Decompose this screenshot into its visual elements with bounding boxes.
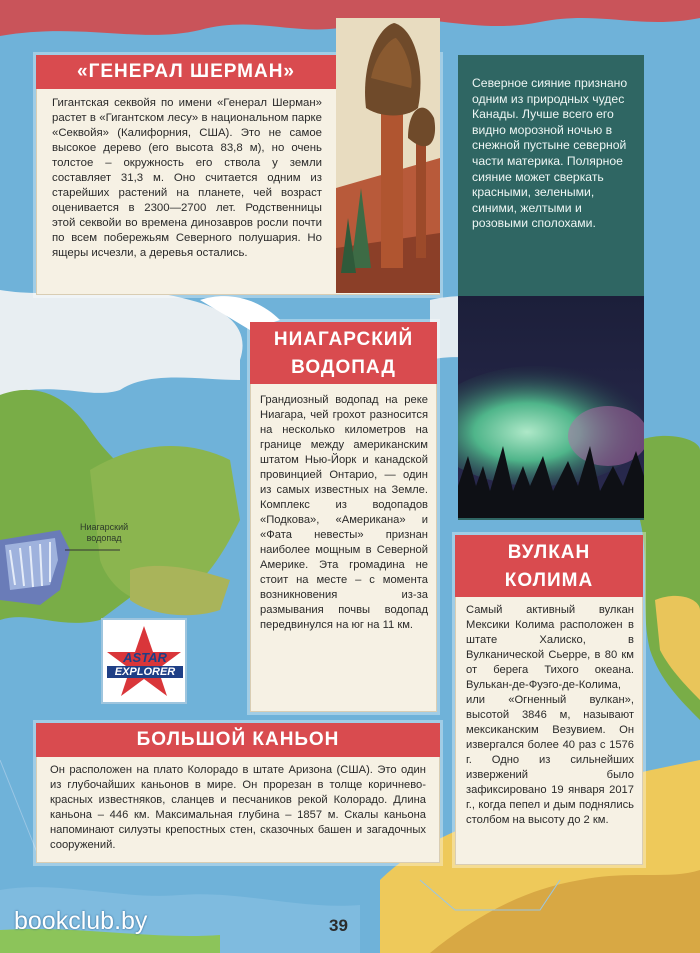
- canyon-text: Он расположен на плато Колорадо в штате Аризона (США). Это один из глубочайших каньонов в мире. Он прорезан в толще коричнево-красных известняков, сланцев и песчаников рекой Колорадо. Длина каньона – 446 км. Максимальная глубина – 1857 м. Скалы каньона напоминают силуэты крепостных стен, сказочных башен и загадочных сооружений.: [50, 764, 426, 851]
- colima-title-line2: КОЛИМА: [504, 570, 594, 591]
- colima-title: [455, 535, 643, 597]
- logo-line2: EXPLORER: [107, 666, 183, 678]
- aurora-illustration: [458, 296, 644, 518]
- footer-brand: bookclub.by: [14, 907, 148, 935]
- niagara-map-label: [80, 522, 128, 544]
- aurora-text: Северное сияние признано одним из природных чудес Канады. Лучше всего его видно морозной ночью в снежной пустыне северной части материка. Полярное сияние может сверкать красными, зелеными, синими, желтыми и розовыми сполохами.: [472, 76, 628, 231]
- niagara-map-label-line1: Ниагарский: [80, 522, 129, 532]
- colima-title-line1: ВУЛКАН: [507, 542, 591, 563]
- niagara-text: Грандиозный водопад на реке Ниагара, чей грохот разносится на несколько километров на границе между американским штатом Нью-Йорк и канадской провинцией Онтарио, — один из самых известных на Земле. Комплекс из водопадов «Подкова», «Американа» и «Фата невесты» признан наиболее мощным в Северной Америке. Эта громадина не стоит на месте – с момента возникновения из-за размывания почвы водопад передвинулся на юг на 11 км.: [260, 394, 428, 631]
- niagara-title: [250, 322, 437, 384]
- sherman-text: Гигантская секвойя по имени «Генерал Шерман» растет в «Гигантском лесу» в национальном парке «Секвойя» (Калифорния, США). Это не самое высокое дерево (его высота 83,8 м), но очень толстое – окружность его ствола у земли составляет 31,3 м. Оно считается одним из старейших растений на планете, чей возраст оценивается в 2300—2700 лет. Родственницы этой секвойи во времена динозавров росли почти по всем побережьям Северного полушария. Но ящеры исчезли, а деревья остались.: [52, 97, 322, 259]
- page-number: 39: [329, 916, 348, 935]
- colima-text: Самый активный вулкан Мексики Колима расположен в штате Халиско, в Вулканической Сьерре, в 80 км от берега Тихого океана. Вулькан-де-Фуэго-де-Колима, или «Огненный вулкан», высотой 3846 м, называют мексиканским Везувием. Он извергался более 40 раз с 1576 г. Одно из сильнейших извержений было зафиксировано 19 января 2017 г., когда пепел и дым поднялись столбом на высоту до 2 км.: [466, 604, 634, 826]
- map-pointer-line: [65, 546, 125, 556]
- niagara-falls-illustration: [0, 520, 80, 610]
- sherman-title: «ГЕНЕРАЛ ШЕРМАН»: [36, 55, 336, 89]
- niagara-map-label-line2: водопад: [86, 533, 122, 543]
- niagara-title-line2: ВОДОПАД: [291, 357, 396, 378]
- astar-explorer-logo: [101, 618, 187, 704]
- logo-line1: ASTAR: [123, 650, 167, 665]
- canyon-title: БОЛЬШОЙ КАНЬОН: [36, 723, 440, 757]
- sequoia-illustration: [336, 18, 440, 293]
- niagara-title-line1: НИАГАРСКИЙ: [273, 329, 414, 350]
